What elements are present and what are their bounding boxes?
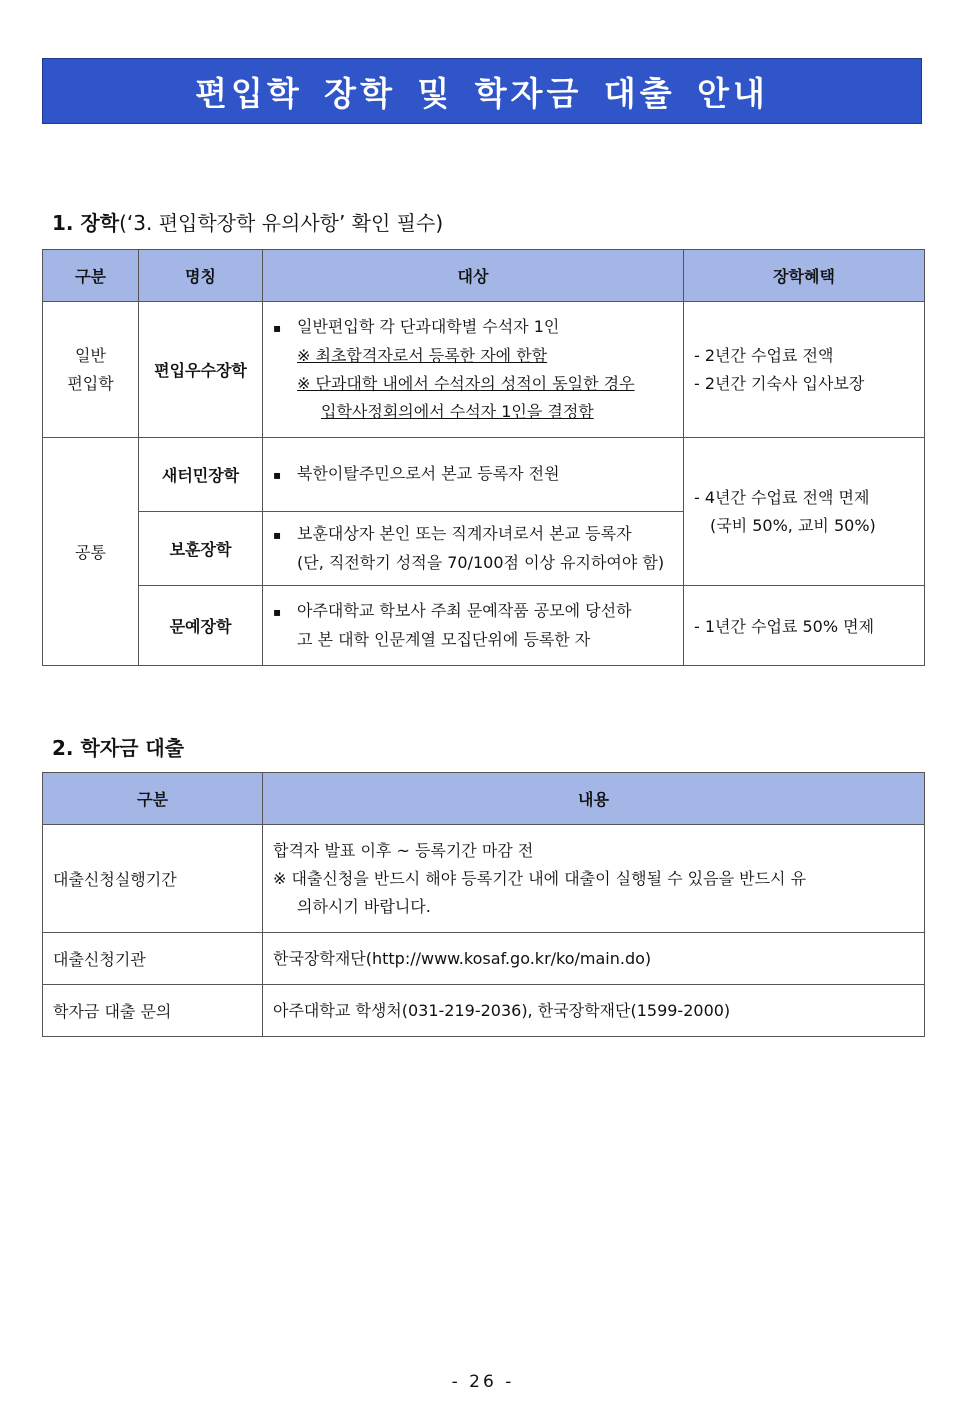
scholarship-name: 문예장학 xyxy=(139,586,263,666)
header-category: 구분 xyxy=(43,773,263,825)
table-row xyxy=(43,985,925,1037)
header-content: 내용 xyxy=(263,773,925,825)
scholarship-name: 새터민장학 xyxy=(139,438,263,512)
benefit-cell: - 1년간 수업료 50% 면제 xyxy=(684,586,925,666)
table-row xyxy=(43,933,925,985)
loan-label: 대출신청실행기간 xyxy=(43,825,263,933)
category-general: 일반 편입학 xyxy=(43,302,139,438)
header-benefit: 장학혜택 xyxy=(684,250,925,302)
header-target: 대상 xyxy=(263,250,684,302)
section1-title-num: 1. 장학 xyxy=(52,211,120,235)
page-number: - 26 - xyxy=(451,1372,515,1392)
loan-label: 학자금 대출 문의 xyxy=(43,985,263,1037)
scholarship-name: 보훈장학 xyxy=(139,512,263,586)
target-cell: ▪ 일반편입학 각 단과대학별 수석자 1인 ※ 최초합격자로서 등록한 자에 한함 ※ 단과대학 내에서 수석자의 성적이 동일한 경우 입학사정회의에서 수석자 1인을 결정함 xyxy=(263,302,684,438)
category-common: 공통 xyxy=(43,438,139,666)
section1-title-ref: (‘3. 편입학장학 유의사항’ xyxy=(119,211,346,235)
section2-title: 2. 학자금 대출 xyxy=(52,736,185,760)
loan-table xyxy=(42,772,925,1037)
benefit-cell: - 4년간 수업료 전액 면제 (국비 50%, 교비 50%) xyxy=(684,438,925,586)
table-row xyxy=(43,302,925,438)
benefit-cell: - 2년간 수업료 전액 - 2년간 기숙사 입사보장 xyxy=(684,302,925,438)
loan-content: 아주대학교 학생처(031-219-2036), 한국장학재단(1599-2000) xyxy=(263,985,925,1037)
page-banner xyxy=(42,58,922,124)
target-cell: ▪ 북한이탈주민으로서 본교 등록자 전원 xyxy=(263,438,684,512)
loan-content: 합격자 발표 이후 ~ 등록기간 마감 전 ※ 대출신청을 반드시 해야 등록기간 내에 대출이 실행될 수 있음을 반드시 유 의하시기 바랍니다. xyxy=(263,825,925,933)
section1-title xyxy=(52,207,443,236)
header-category: 구분 xyxy=(43,250,139,302)
target-cell: ▪ 아주대학교 학보사 주최 문예작품 공모에 당선하 고 본 대학 인문계열 모집단위에 등록한 자 xyxy=(263,586,684,666)
loan-content: 한국장학재단(http://www.kosaf.go.kr/ko/main.do) xyxy=(263,933,925,985)
table-row xyxy=(43,825,925,933)
section1-title-tail: 확인 필수) xyxy=(345,211,444,235)
scholarship-name: 편입우수장학 xyxy=(139,302,263,438)
target-cell: ▪ 보훈대상자 본인 또는 직계자녀로서 본교 등록자 (단, 직전학기 성적을 70/100점 이상 유지하여야 함) xyxy=(263,512,684,586)
header-name: 명칭 xyxy=(139,250,263,302)
loan-label: 대출신청기관 xyxy=(43,933,263,985)
table-row xyxy=(43,586,925,666)
scholarship-table xyxy=(42,249,925,666)
banner-title: 편입학 장학 및 학자금 대출 안내 xyxy=(195,73,769,113)
table-row xyxy=(43,438,925,512)
